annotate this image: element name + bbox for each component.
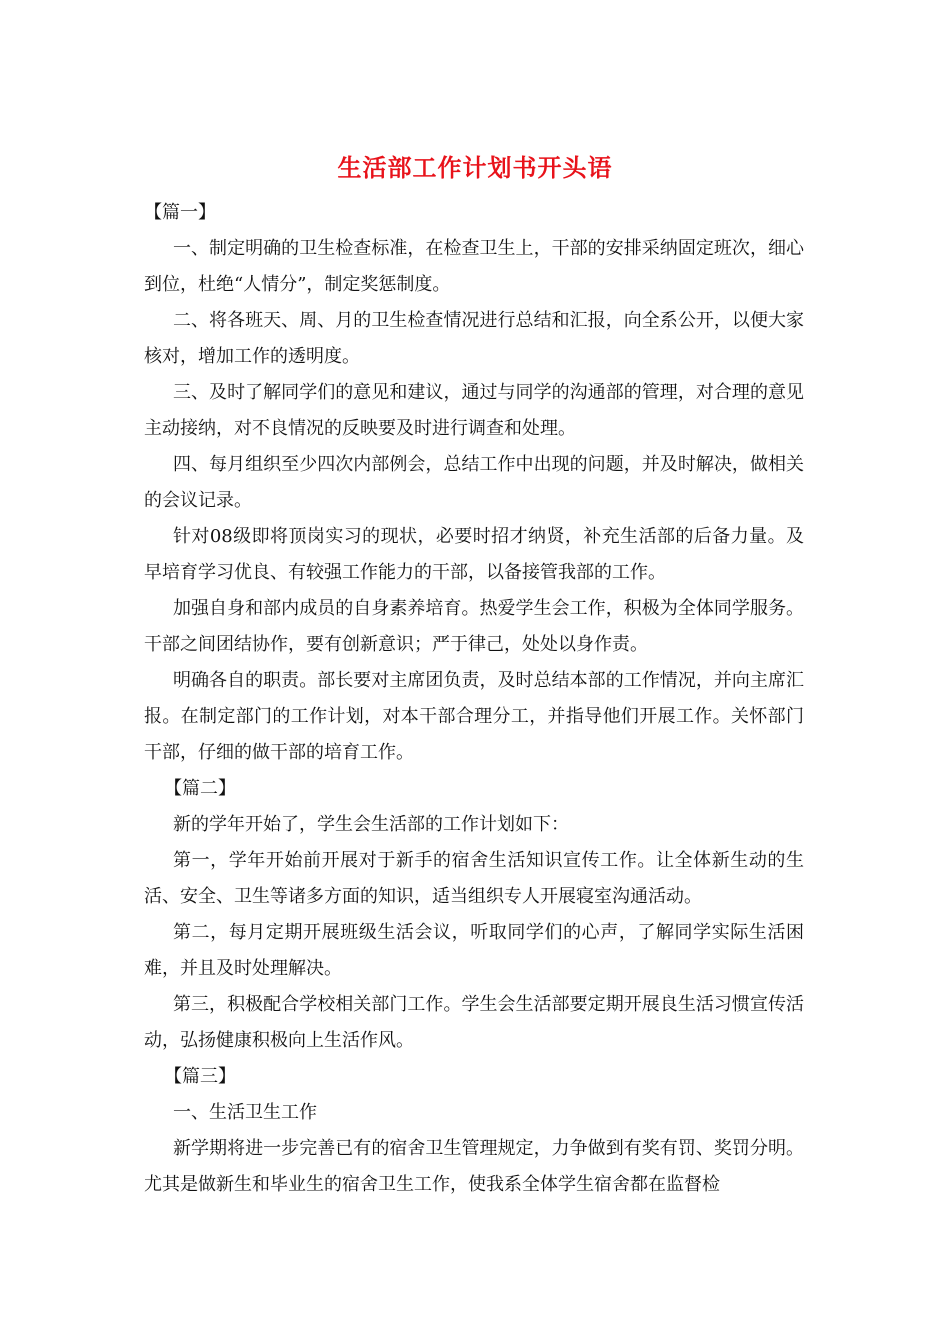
section-heading-3: 【篇三】: [164, 1066, 236, 1087]
paragraph: 三、及时了解同学们的意见和建议，通过与同学的沟通部的管理，对合理的意见主动接纳，对不良情况的反映要及时进行调查和处理。: [144, 382, 804, 439]
paragraph: 四、每月组织至少四次内部例会，总结工作中出现的问题，并及时解决，做相关的会议记录。: [144, 454, 804, 511]
section-heading-1: 【篇一】: [144, 202, 216, 223]
paragraph: 第三，积极配合学校相关部门工作。学生会生活部要定期开展良生活习惯宣传活动，弘扬健康积极向上生活作风。: [144, 994, 804, 1051]
paragraph: 明确各自的职责。部长要对主席团负责，及时总结本部的工作情况，并向主席汇报。在制定部门的工作计划，对本干部合理分工，并指导他们开展工作。关怀部门干部，仔细的做干部的培育工作。: [144, 670, 804, 763]
paragraph: 第一，学年开始前开展对于新手的宿舍生活知识宣传工作。让全体新生动的生活、安全、卫生等诸多方面的知识，适当组织专人开展寝室沟通活动。: [144, 850, 804, 907]
paragraph: 新学期将进一步完善已有的宿舍卫生管理规定，力争做到有奖有罚、奖罚分明。尤其是做新生和毕业生的宿舍卫生工作，使我系全体学生宿舍都在监督检: [144, 1138, 804, 1195]
section-heading-2: 【篇二】: [164, 778, 236, 799]
paragraph: 一、制定明确的卫生检查标准，在检查卫生上，干部的安排采纳固定班次，细心到位，杜绝“人情分”，制定奖惩制度。: [144, 238, 804, 295]
paragraph: 第二，每月定期开展班级生活会议，听取同学们的心声，了解同学实际生活困难，并且及时处理解决。: [144, 922, 804, 979]
paragraph: 二、将各班天、周、月的卫生检查情况进行总结和汇报，向全系公开，以便大家核对，增加工作的透明度。: [144, 310, 804, 367]
paragraph: 一、生活卫生工作: [173, 1102, 317, 1123]
paragraph: 新的学年开始了，学生会生活部的工作计划如下：: [173, 814, 569, 835]
document-body: [144, 195, 804, 1203]
paragraph: 针对08级即将顶岗实习的现状，必要时招才纳贤，补充生活部的后备力量。及早培育学习优良、有较强工作能力的干部，以备接管我部的工作。: [144, 526, 804, 583]
document-title: 生活部工作计划书开头语: [337, 153, 613, 182]
paragraph: 加强自身和部内成员的自身素养培育。热爱学生会工作，积极为全体同学服务。干部之间团结协作，要有创新意识；严于律己，处处以身作责。: [144, 598, 804, 655]
